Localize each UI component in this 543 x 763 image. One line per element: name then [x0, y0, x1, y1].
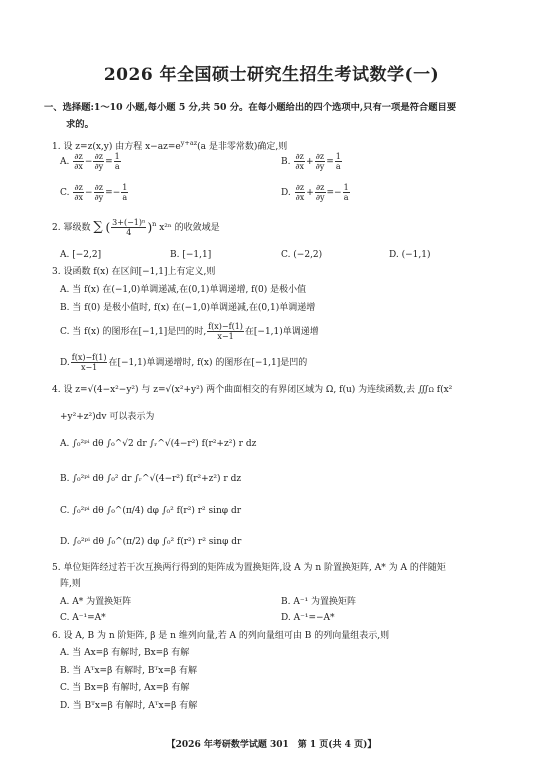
q2-option-d: D. (−1,1) [389, 250, 431, 260]
q3-d-pre: D. [60, 358, 70, 368]
q1-option-b: B. $\frac{\partial z}{\partial x}$ + $\frac{\partial z}{\partial y}$ = $\frac{1}{a}$ [281, 152, 341, 171]
q4-option-d: D. ∫₀²ᵖⁱ dθ ∫₀^(π/2) dφ ∫₀² f(r²) r² sinφ dr [60, 537, 242, 547]
q2-stem [52, 218, 220, 237]
q5-stem-line2: 阵,则 [60, 579, 81, 589]
q3-d-frac [71, 353, 108, 372]
page-footer: 【2026 年考研数学试题 301 第 1 页(共 4 页)】 [166, 740, 377, 750]
frac: $\frac{\partial z}{\partial y}$ [315, 183, 325, 202]
frac: $\frac{\partial z}{\partial y}$ [315, 152, 325, 171]
frac: $\frac{1}{a}$ [114, 152, 120, 171]
sup: n [152, 220, 157, 228]
q2-frac-den: 4 [126, 228, 132, 237]
section-header-line2: 求的。 [66, 119, 94, 130]
q1-stem-sup: y+az [180, 139, 198, 147]
q3-c-frac [207, 322, 244, 341]
q1-option-c: C. $\frac{\partial z}{\partial x}$ − $\frac{\partial z}{\partial y}$ =− $\frac{1}{a}$ [60, 183, 128, 202]
q3-option-d [60, 353, 307, 372]
q3-c-frac-den: x−1 [217, 332, 234, 341]
frac: $\frac{\partial z}{\partial x}$ [74, 152, 83, 171]
q2-option-c: C. (−2,2) [281, 250, 323, 260]
frac: $\frac{1}{a}$ [122, 183, 128, 202]
q1-stem-tail: (a 是非零常数)确定,则 [197, 142, 288, 152]
q2-stem-pre: 2. 幂级数 [52, 223, 91, 233]
q5-option-b: B. A⁻¹ 为置换矩阵 [281, 597, 357, 607]
q3-c-frac-num: f(x)−f(1) [208, 322, 243, 331]
q2-option-b: B. [−1,1] [170, 250, 212, 260]
q3-c-post: 在[−1,1)单调递增 [244, 327, 319, 337]
q5-stem-line1: 5. 单位矩阵经过若干次互换两行得到的矩阵成为置换矩阵,设 A 为 n 阶置换矩阵, A* 为 A 的伴随矩 [52, 563, 446, 573]
q3-c-pre: C. 当 f(x) 的图形在[−1,1]是凹的时, [60, 327, 207, 337]
q3-option-a: A. 当 f(x) 在(−1,0)单调递减,在(0,1)单调递增, f(0) 是极小值 [60, 285, 307, 295]
q6-option-d: D. 当 Bᵀx=β 有解时, Aᵀx=β 有解 [60, 701, 198, 711]
section-header [44, 99, 514, 133]
q2-frac-num: 3+(−1)ⁿ [112, 218, 146, 227]
q2-frac [111, 218, 146, 237]
frac: $\frac{\partial z}{\partial y}$ [94, 183, 104, 202]
q4-option-c: C. ∫₀²ᵖⁱ dθ ∫₀^(π/4) dφ ∫₀² f(r²) r² sinφ dr [60, 506, 242, 516]
frac: $\frac{1}{a}$ [335, 152, 341, 171]
q3-d-frac-den: x−1 [80, 363, 98, 372]
q1-option-a: A. $\frac{\partial z}{\partial x}$ − $\frac{\partial z}{\partial y}$ = $\frac{1}{a}$ [60, 152, 120, 171]
q4-stem-line1 [52, 384, 452, 396]
q2-stem-post: x²ⁿ 的收敛域是 [159, 223, 220, 233]
q5-option-c: C. A⁻¹=A* [60, 613, 106, 623]
frac: $\frac{1}{a}$ [343, 183, 349, 202]
q6-option-c: C. 当 Bx=β 有解时, Ax=β 有解 [60, 683, 190, 693]
q4-option-b: B. ∫₀²ᵖⁱ dθ ∫₀² dr ∫ᵣ^√(4−r²) f(r²+z²) r dz [60, 474, 242, 484]
q4-stem1-sub: Ω [428, 386, 434, 394]
section-header-line1: 一、选择题:1～10 小题,每小题 5 分,共 50 分。在每小题给出的四个选项中,只有一项是符合题目要 [44, 102, 457, 113]
q3-d-post: 在[−1,1)单调递增时, f(x) 的图形在[−1,1]是凹的 [108, 358, 308, 368]
q3-stem: 3. 设函数 f(x) 在区间[−1,1]上有定义,则 [52, 267, 216, 277]
frac: $\frac{\partial z}{\partial x}$ [295, 183, 305, 202]
q4-option-a: A. ∫₀²ᵖⁱ dθ ∫₀^√2 dr ∫ᵣ^√(4−r²) f(r²+z²) r dz [60, 439, 257, 449]
q1-stem-text: 1. 设 z=z(x,y) 由方程 x−az=e [52, 142, 181, 152]
q3-option-b: B. 当 f(0) 是极小值时, f(x) 在(−1,0)单调递减,在(0,1)单调递增 [60, 303, 316, 313]
q6-option-a: A. 当 Ax=β 有解时, Bx=β 有解 [60, 648, 190, 658]
q1-a-label: A. [60, 157, 70, 167]
sum-symbol: ∑ [93, 219, 103, 235]
paren: ( [105, 220, 111, 235]
frac: $\frac{\partial z}{\partial x}$ [74, 183, 83, 202]
frac: $\frac{\partial z}{\partial x}$ [295, 152, 305, 171]
q3-option-c [60, 322, 319, 341]
q1-d-label: D. [281, 188, 291, 198]
q4-stem1-tail: f(x² [436, 385, 453, 395]
q6-option-b: B. 当 Aᵀx=β 有解时, Bᵀx=β 有解 [60, 666, 197, 676]
paren: ) [147, 220, 153, 235]
q5-option-d: D. A⁻¹=−A* [281, 613, 335, 623]
q5-option-a: A. A* 为置换矩阵 [60, 597, 132, 607]
q4-stem-line2: +y²+z²)dv 可以表示为 [60, 412, 155, 422]
q1-c-label: C. [60, 188, 70, 198]
exam-title: 2026 年全国硕士研究生招生考试数学(一) [103, 65, 440, 85]
q3-d-frac-num: f(x)−f(1) [71, 353, 107, 362]
frac: $\frac{\partial z}{\partial y}$ [94, 152, 104, 171]
q1-b-label: B. [281, 157, 291, 167]
q6-stem: 6. 设 A, B 为 n 阶矩阵, β 是 n 维列向量,若 A 的列向量组可由 B 的列向量组表示,则 [52, 631, 390, 641]
q2-option-a: A. [−2,2] [60, 250, 102, 260]
q1-option-d: D. $\frac{\partial z}{\partial x}$ + $\frac{\partial z}{\partial y}$ =− $\frac{1}{a}$ [281, 183, 349, 202]
q1-stem [52, 137, 287, 153]
q4-stem1-text: 4. 设 z=√(4−x²−y²) 与 z=√(x²+y²) 两个曲面相交的有界闭区域为 Ω, f(u) 为连续函数,去 ∭ [52, 385, 429, 395]
